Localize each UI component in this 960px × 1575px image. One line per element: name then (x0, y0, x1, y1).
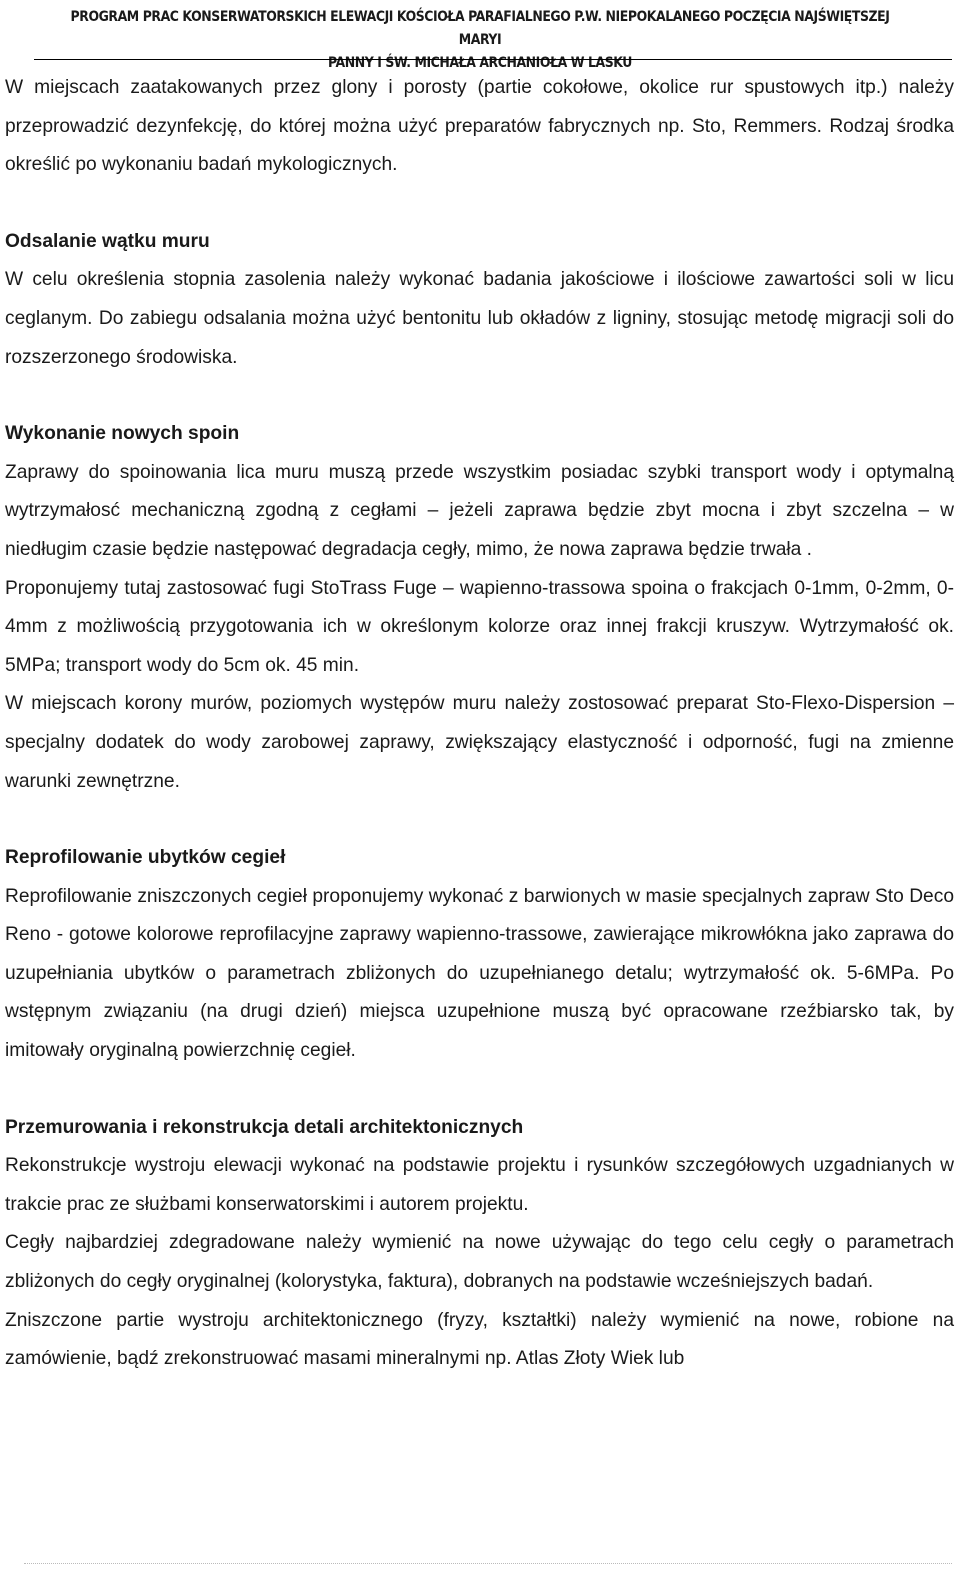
header-line-2: PANNY I ŚW. MICHAŁA ARCHANIOŁA W LASKU (327, 55, 633, 71)
footer-divider (24, 1563, 952, 1564)
section-heading-brick-reprofiling: Reprofilowanie ubytków cegieł (5, 847, 286, 869)
section-paragraph: Zaprawy do spoinowania lica muru muszą przede wszystkim posiadac szybki transport wody i optymalną wytrzymałosć mechaniczną zgodną z cegłami – jeżeli zaprawa będzie zbyt mocna i zbyt szczelna – w niedługim czasie będzie następować degradacja cegły, mimo, że nowa zaprawa będzie trwała . (5, 461, 954, 560)
section-heading-new-joints: Wykonanie nowych spoin (5, 423, 240, 445)
section-paragraph: Rekonstrukcje wystroju elewacji wykonać na podstawie projektu i rysunków szczegółowych uzgadnianych w trakcie prac ze służbami konserwatorskimi i autorem projektu. (5, 1155, 954, 1215)
section-paragraph: W celu określenia stopnia zasolenia należy wykonać badania jakościowe i ilościowe zawartości soli w licu ceglanym. Do zabiegu odsalania można użyć bentonitu lub okładów z ligniny, stosując metodę migracji soli do rozszerzonego środowiska. (5, 269, 954, 368)
section-paragraph: Cegły najbardziej zdegradowane należy wymienić na nowe używając do tego celu cegły o parametrach zbliżonych do cegły oryginalnej (kolorystyka, faktura), dobranych na podstawie wcześniejszych badań. (5, 1232, 954, 1293)
section-paragraph: Reprofilowanie zniszczonych cegieł proponujemy wykonać z barwionych w masie specjalnych zapraw Sto Deco Reno - gotowe kolorowe reprofilacyjne zaprawy wapienno-trassowe, zawierające mikrowłókna jako zaprawa do uzupełniania ubytków o parametrach zbliżonych do uzupełnianego detalu; wytrzymałość ok. 5-6MPa. Po wstępnym związaniu (na drugi dzień) miejsca uzupełnione muszą być opracowane rzeźbiarsko tak, by imitowały oryginalną powierzchnię cegieł. (5, 885, 954, 1062)
section-paragraph: Proponujemy tutaj zastosować fugi StoTrass Fuge – wapienno-trassowa spoina o frakcjach 0-1mm, 0-2mm, 0-4mm z możliwością przygotowania ich w określonym kolorze oraz innej frakcji kruszyw. Wytrzymałość ok. 5MPa; transport wody do 5cm ok. 45 min. (5, 577, 954, 676)
document-body (5, 69, 954, 1379)
spacer (5, 377, 954, 415)
intro-paragraph: W miejscach zaatakowanych przez glony i porosty (partie cokołowe, okolice rur spustowych itp.) należy przeprowadzić dezynfekcję, do której można użyć preparatów fabrycznych np. Sto, Remmers. Rodzaj środka określić po wykonaniu badań mykologicznych. (5, 77, 954, 176)
header-line-1: PROGRAM PRAC KONSERWATORSKICH ELEWACJI KOŚCIOŁA PARAFIALNEGO P.W. NIEPOKALANEGO POCZĘCIA NAJŚWIĘTSZEJ MARYI (70, 9, 890, 48)
spacer (5, 801, 954, 839)
section-paragraph: Zniszczone partie wystroju architektonicznego (fryzy, kształtki) należy wymienić na nowe, robione na zamówienie, bądź zrekonstruować masami mineralnymi np. Atlas Złoty Wiek lub (5, 1309, 954, 1370)
spacer (5, 1071, 954, 1109)
spacer (5, 185, 954, 223)
section-paragraph: W miejscach korony murów, poziomych występów muru należy zostosować preparat Sto-Flexo-Dispersion – specjalny dodatek do wody zarobowej zaprawy, zwiększający elastyczność i odporność, fugi na zmienne warunki zewnętrzne. (5, 693, 954, 792)
section-heading-reconstruction: Przemurowania i rekonstrukcja detali architektonicznych (5, 1116, 524, 1138)
header-divider (34, 59, 952, 60)
running-header (67, 6, 893, 75)
section-heading-desalination: Odsalanie wątku muru (5, 230, 210, 252)
